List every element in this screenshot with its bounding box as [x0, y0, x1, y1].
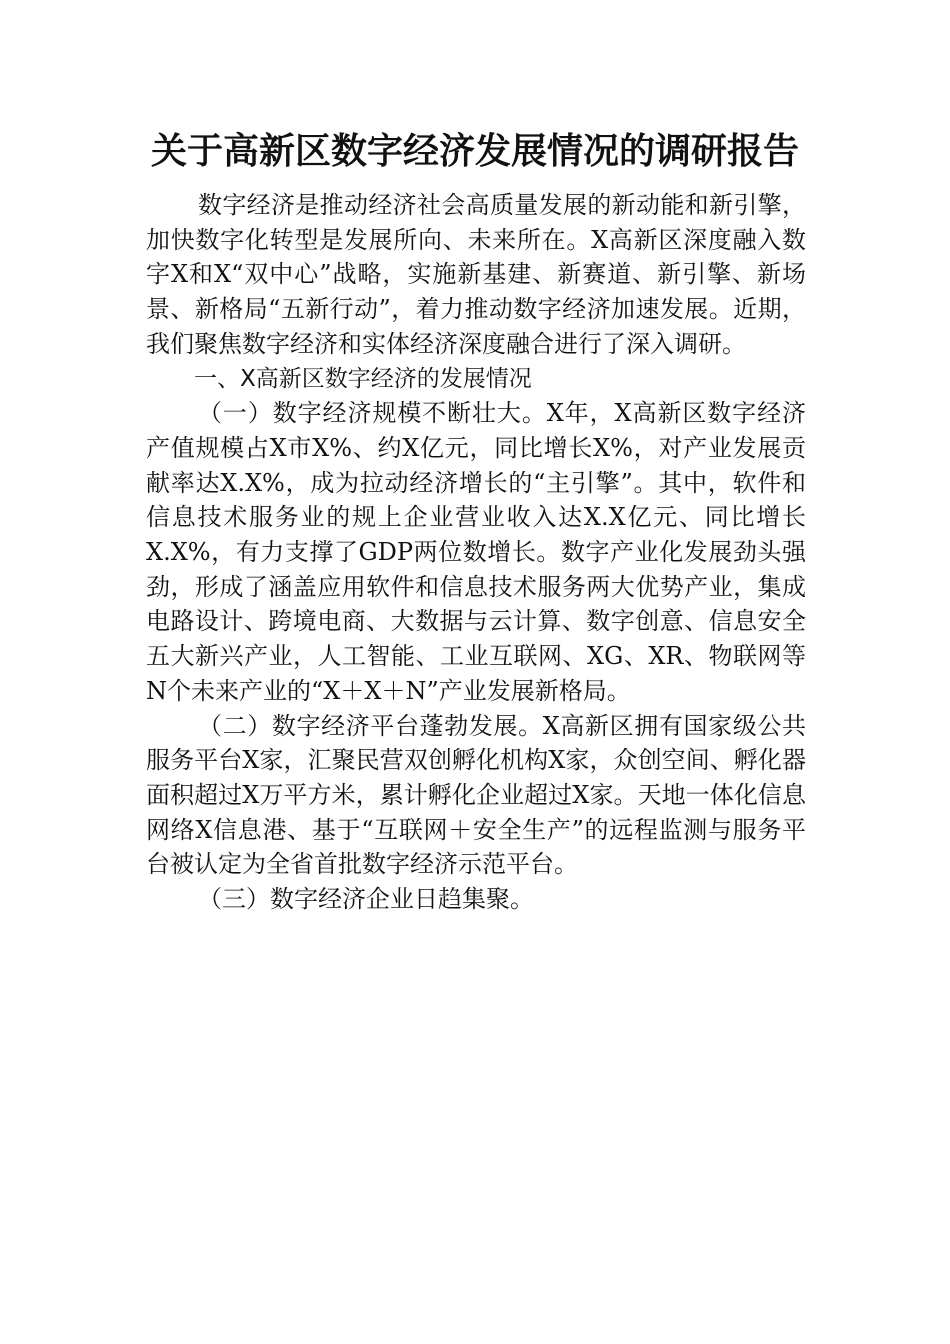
subsection-3-paragraph: （三）数字经济企业日趋集聚。 — [198, 885, 534, 914]
subsection-1-paragraph: （一）数字经济规模不断壮大。X年，X高新区数字经济产值规模占X市X%、约X亿元，同比增长X%，对产业发展贡献率达X.X%，成为拉动经济增长的“主引擎”。其中，软件和信息技术服务业的规上企业营业收入达X.X亿元、同比增长X.X%，有力支撑了GDP两位数增长。数字产业化发展劲头强劲，形成了涵盖应用软件和信息技术服务两大优势产业，集成电路设计、跨境电商、大数据与云计算、数字创意、信息安全五大新兴产业，人工智能、工业互联网、XG、XR、物联网等N个未来产业的“X＋X＋N”产业发展新格局。 — [146, 399, 806, 705]
section-heading: 一、X高新区数字经济的发展情况 — [194, 365, 532, 392]
subsection-2-paragraph: （二）数字经济平台蓬勃发展。X高新区拥有国家级公共服务平台X家，汇聚民营双创孵化机构X家，众创空间、孵化器面积超过X万平方米，累计孵化企业超过X家。天地一体化信息网络X信息港、基于“互联网＋安全生产”的远程监测与服务平台被认定为全省首批数字经济示范平台。 — [146, 711, 806, 879]
document-title: 关于高新区数字经济发展情况的调研报告 — [150, 130, 799, 172]
document-body — [146, 188, 806, 917]
intro-paragraph: 数字经济是推动经济社会高质量发展的新动能和新引擎，加快数字化转型是发展所向、未来所在。X高新区深度融入数字X和X“双中心”战略，实施新基建、新赛道、新引擎、新场景、新格局“五新行动”，着力推动数字经济加速发展。近期，我们聚焦数字经济和实体经济深度融合进行了深入调研。 — [146, 191, 806, 358]
